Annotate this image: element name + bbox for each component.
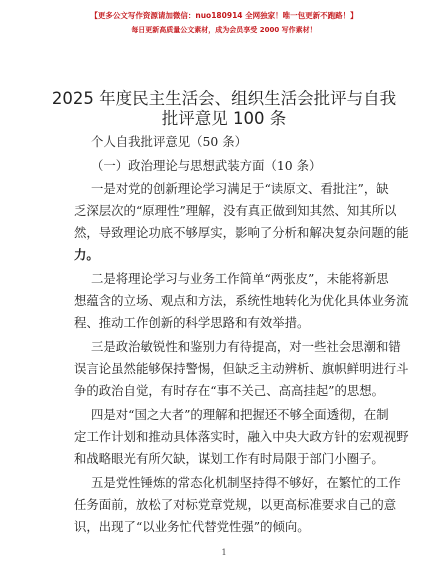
paragraph-line: 力。 xyxy=(74,247,99,262)
paragraph-line: 三是政治敏锐性和鉴别力有待提高，对一些社会思潮和错 xyxy=(91,339,401,354)
paragraph-line: 五是党性锤炼的常态化机制坚持得不够好，在繁忙的工作 xyxy=(91,475,401,490)
paragraph-line: 乏深层次的“原理性”理解，没有真正做到知其然、知其所以 xyxy=(74,203,397,218)
page-number: 1 xyxy=(221,548,227,557)
paragraph-line: 程、推动工作创新的科学思路和有效举措。 xyxy=(74,315,310,330)
paragraph-line: 误言论虽然能够保持警惕，但缺乏主动辨析、旗帜鲜明进行斗 xyxy=(74,361,409,376)
paragraph-line: 任务面前，放松了对标党章党规，以更高标准要求自己的意 xyxy=(74,497,397,512)
subsection-heading: （一）政治理论与思想武装方面（10 条） xyxy=(91,158,322,173)
paragraph-line: 二是将理论学习与业务工作简单“两张皮”，未能将新思 xyxy=(91,271,389,286)
paragraph-line: 定工作计划和推动具体落实时，融入中央大政方针的宏观视野 xyxy=(74,429,409,444)
paragraph-line: 然，导致理论功底不够厚实，影响了分析和解决复杂问题的能 xyxy=(74,225,409,240)
section-heading: 个人自我批评意见（50 条） xyxy=(91,134,248,149)
promo-banner-line-1: 【更多公文写作资源请加微信：nuo180914 全网独家！唯一包更新不跑路！】 xyxy=(90,11,358,20)
paragraph-line: 争的政治自觉，有时存在“事不关己、高高挂起”的思想。 xyxy=(74,383,385,398)
paragraph-line: 识，出现了“以业务忙代替党性强”的倾向。 xyxy=(74,519,310,534)
paragraph-line: 一是对党的创新理论学习满足于“读原文、看批注”，缺 xyxy=(91,181,389,196)
promo-banner-line-2: 每日更新高质量公文素材，成为会员享受 2000 写作素材！ xyxy=(131,26,317,34)
paragraph-line: 四是对“国之大者”的理解和把握还不够全面透彻，在制 xyxy=(91,407,389,422)
paragraph-line: 想蕴含的立场、观点和方法，系统性地转化为优化具体业务流 xyxy=(74,293,409,308)
paragraph-line: 和战略眼光有所欠缺，谋划工作有时局限于部门小圈子。 xyxy=(74,451,384,466)
document-title-line-1: 2025 年度民主生活会、组织生活会批评与自我 xyxy=(51,89,397,108)
document-title-line-2: 批评意见 100 条 xyxy=(161,109,287,128)
